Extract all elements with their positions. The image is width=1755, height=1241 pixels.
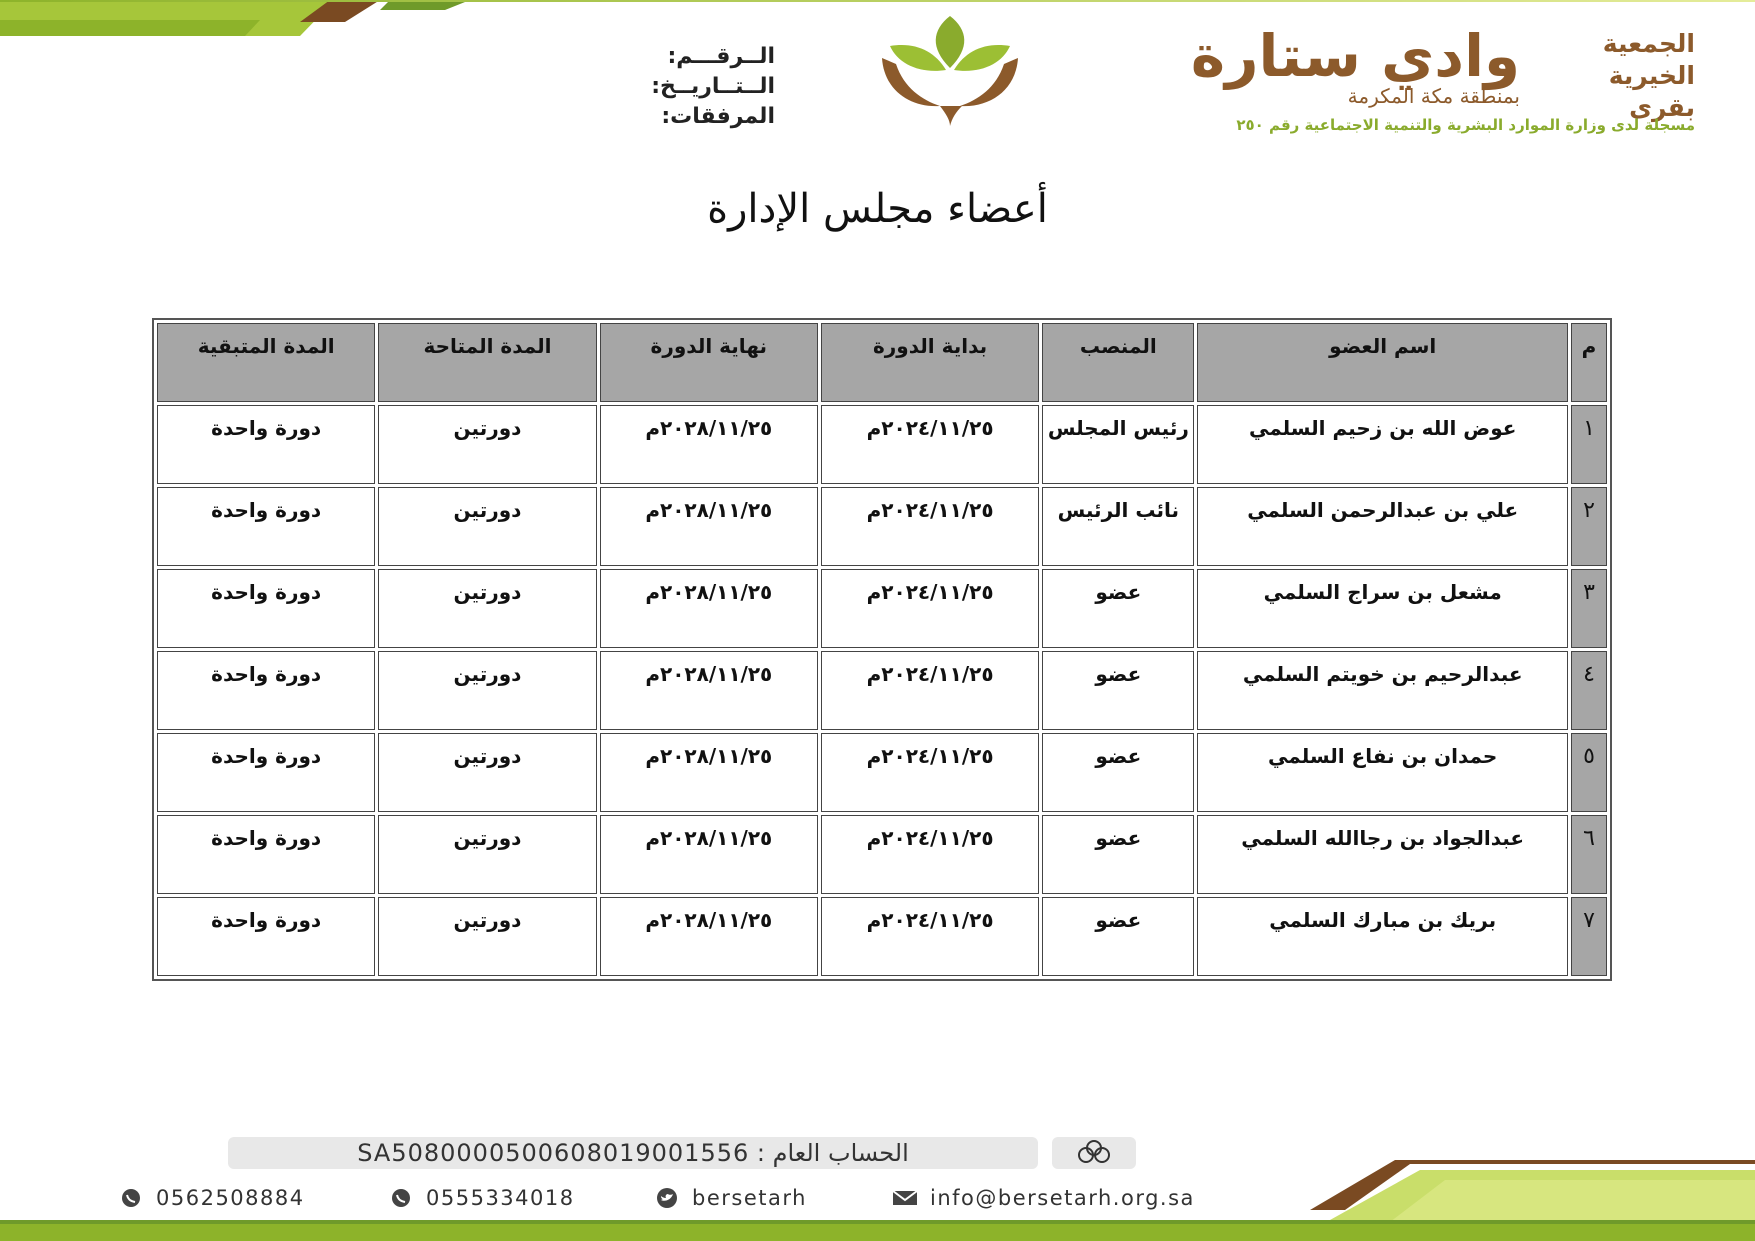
organization-header	[1075, 22, 1695, 134]
remaining-period: دورة واحدة	[157, 897, 375, 976]
header-position: المنصب	[1042, 323, 1194, 402]
member-position: نائب الرئيس	[1042, 487, 1194, 566]
contact-phone-2[interactable]	[386, 1183, 575, 1213]
header-member-name: اسم العضو	[1197, 323, 1568, 402]
header-index: م	[1571, 323, 1607, 402]
term-start: ٢٠٢٤/١١/٢٥م	[821, 405, 1039, 484]
page-title: أعضاء مجلس الإدارة	[707, 186, 1048, 232]
row-index: ٧	[1571, 897, 1607, 976]
bank-account: الحساب العام : SA5080000500608019001556	[228, 1137, 1038, 1169]
row-index: ١	[1571, 405, 1607, 484]
row-index: ٢	[1571, 487, 1607, 566]
email-icon	[890, 1187, 920, 1209]
member-position: عضو	[1042, 569, 1194, 648]
member-name: عوض الله بن زحيم السلمي	[1197, 405, 1568, 484]
available-period: دورتين	[378, 733, 596, 812]
term-start: ٢٠٢٤/١١/٢٥م	[821, 897, 1039, 976]
contact-text: bersetarh	[692, 1186, 807, 1210]
member-position: عضو	[1042, 897, 1194, 976]
member-position: عضو	[1042, 733, 1194, 812]
available-period: دورتين	[378, 897, 596, 976]
document-meta	[590, 42, 775, 132]
table-header-row	[157, 323, 1607, 402]
table-row	[157, 815, 1607, 894]
remaining-period: دورة واحدة	[157, 405, 375, 484]
contact-text: 0555334018	[426, 1186, 575, 1210]
org-registration: مسجلة لدى وزارة الموارد البشرية والتنمية الاجتماعية رقم ٢٥٠	[1236, 116, 1695, 134]
date-label: الــتــاريــخ:	[651, 74, 775, 99]
row-index: ٥	[1571, 733, 1607, 812]
row-index: ٤	[1571, 651, 1607, 730]
table-row	[157, 405, 1607, 484]
remaining-period: دورة واحدة	[157, 733, 375, 812]
org-prefix-line: الخيرية	[1608, 61, 1695, 90]
contact-text: 0562508884	[156, 1186, 305, 1210]
contact-email[interactable]	[890, 1183, 1195, 1213]
header-available-period: المدة المتاحة	[378, 323, 596, 402]
member-name: حمدان بن نفاع السلمي	[1197, 733, 1568, 812]
term-start: ٢٠٢٤/١١/٢٥م	[821, 733, 1039, 812]
contact-text: info@bersetarh.org.sa	[930, 1186, 1195, 1210]
term-end: ٢٠٢٨/١١/٢٥م	[600, 815, 818, 894]
row-index: ٦	[1571, 815, 1607, 894]
term-start: ٢٠٢٤/١١/٢٥م	[821, 487, 1039, 566]
attachments-label: المرفقات:	[661, 104, 775, 129]
table-row	[157, 487, 1607, 566]
member-name: مشعل بن سراج السلمي	[1197, 569, 1568, 648]
remaining-period: دورة واحدة	[157, 569, 375, 648]
term-end: ٢٠٢٨/١١/٢٥م	[600, 733, 818, 812]
term-end: ٢٠٢٨/١١/٢٥م	[600, 897, 818, 976]
available-period: دورتين	[378, 651, 596, 730]
member-position: رئيس المجلس	[1042, 405, 1194, 484]
member-name: عبدالجواد بن رجاالله السلمي	[1197, 815, 1568, 894]
board-members-table	[152, 318, 1612, 981]
bank-logo-icon	[1052, 1137, 1136, 1169]
org-prefix-line: بقرى	[1629, 93, 1695, 122]
available-period: دورتين	[378, 815, 596, 894]
table-row	[157, 733, 1607, 812]
header-remaining-period: المدة المتبقية	[157, 323, 375, 402]
term-end: ٢٠٢٨/١١/٢٥م	[600, 405, 818, 484]
whatsapp-icon	[386, 1187, 416, 1209]
table-row	[157, 569, 1607, 648]
leaf-sprout-logo-icon	[870, 8, 1030, 126]
whatsapp-icon	[116, 1187, 146, 1209]
table-row	[157, 651, 1607, 730]
member-name: بريك بن مبارك السلمي	[1197, 897, 1568, 976]
top-thin-line	[0, 0, 1755, 2]
remaining-period: دورة واحدة	[157, 487, 375, 566]
term-end: ٢٠٢٨/١١/٢٥م	[600, 569, 818, 648]
remaining-period: دورة واحدة	[157, 815, 375, 894]
term-start: ٢٠٢٤/١١/٢٥م	[821, 815, 1039, 894]
available-period: دورتين	[378, 487, 596, 566]
row-index: ٣	[1571, 569, 1607, 648]
contact-twitter[interactable]	[652, 1183, 807, 1213]
twitter-icon	[652, 1187, 682, 1209]
reference-number-label: الــرقـــم:	[667, 44, 775, 69]
term-end: ٢٠٢٨/١١/٢٥م	[600, 487, 818, 566]
contact-phone-1[interactable]	[116, 1183, 305, 1213]
available-period: دورتين	[378, 569, 596, 648]
term-end: ٢٠٢٨/١١/٢٥م	[600, 651, 818, 730]
org-prefix-line: الجمعية	[1602, 29, 1695, 58]
member-name: علي بن عبدالرحمن السلمي	[1197, 487, 1568, 566]
member-name: عبدالرحيم بن خويتم السلمي	[1197, 651, 1568, 730]
term-start: ٢٠٢٤/١١/٢٥م	[821, 651, 1039, 730]
term-start: ٢٠٢٤/١١/٢٥م	[821, 569, 1039, 648]
org-prefix	[1545, 28, 1695, 124]
header-term-start: بداية الدورة	[821, 323, 1039, 402]
available-period: دورتين	[378, 405, 596, 484]
header-term-end: نهاية الدورة	[600, 323, 818, 402]
remaining-period: دورة واحدة	[157, 651, 375, 730]
member-position: عضو	[1042, 651, 1194, 730]
member-position: عضو	[1042, 815, 1194, 894]
table-row	[157, 897, 1607, 976]
org-name: وادي ستارة	[1190, 22, 1520, 90]
org-region: بمنطقة مكة المكرمة	[1347, 84, 1520, 108]
